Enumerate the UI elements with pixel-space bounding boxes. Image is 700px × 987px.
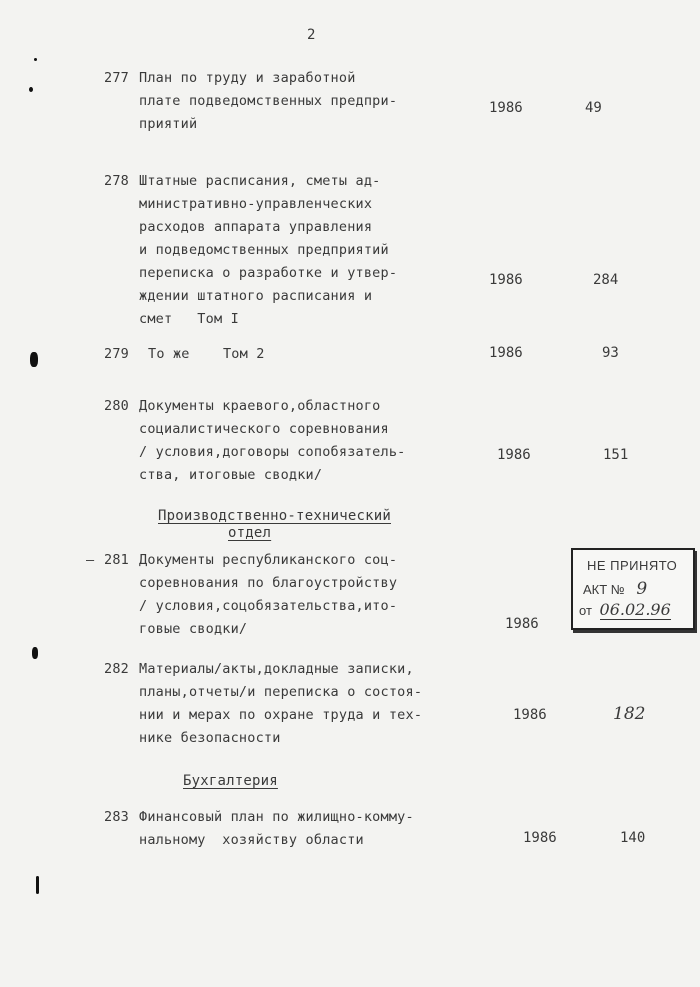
margin-mark xyxy=(34,58,37,61)
stamp-date-row xyxy=(579,600,671,619)
entry-pages: 93 xyxy=(602,345,619,361)
entry-line: приятий xyxy=(139,116,198,132)
entry-year: 1986 xyxy=(489,272,523,288)
entry-line: расходов аппарата управления xyxy=(139,219,373,235)
binder-hole-mark xyxy=(32,647,38,659)
entry-pages: 284 xyxy=(593,272,619,288)
entry-line: планы,отчеты/и переписка о состоя- xyxy=(139,684,423,700)
entry-line: Финансовый план по жилищно-комму- xyxy=(139,809,414,825)
rejection-stamp xyxy=(571,548,695,630)
entry-pages: 140 xyxy=(620,830,646,846)
entry-year: 1986 xyxy=(505,616,539,632)
entry-year: 1986 xyxy=(489,100,523,116)
entry-line: ждении штатного расписания и xyxy=(139,288,373,304)
entry-line: смет Том I xyxy=(139,311,239,327)
entry-line: Документы краевого,областного xyxy=(139,398,381,414)
margin-mark xyxy=(29,87,33,92)
stamp-from-label: от xyxy=(579,603,592,618)
entry-line: соревнования по благоустройству xyxy=(139,575,398,591)
entry-line: Штатные расписания, сметы ад- xyxy=(139,173,381,189)
entry-dash: — xyxy=(86,552,95,568)
page-number: 2 xyxy=(307,27,316,43)
entry-number: 279 xyxy=(104,346,129,362)
entry-line: План по труду и заработной xyxy=(139,70,356,86)
entry-pages: 151 xyxy=(603,447,629,463)
margin-mark xyxy=(36,876,39,894)
entry-line: Документы республиканского соц- xyxy=(139,552,398,568)
entry-year: 1986 xyxy=(497,447,531,463)
entry-line: ства, итоговые сводки/ xyxy=(139,467,323,483)
entry-line: / условия,соцобязательства,ито- xyxy=(139,598,398,614)
entry-line: Материалы/акты,докладные записки, xyxy=(139,661,414,677)
stamp-akt-row xyxy=(583,579,647,599)
stamp-akt-label: АКТ № xyxy=(583,582,625,597)
entry-pages: 49 xyxy=(585,100,602,116)
stamp-akt-number: 9 xyxy=(636,579,648,599)
entry-number: 278 xyxy=(104,173,129,189)
entry-line: министративно-управленческих xyxy=(139,196,373,212)
entry-line: социалистического соревнования xyxy=(139,421,389,437)
binder-hole-mark xyxy=(30,352,38,367)
entry-year: 1986 xyxy=(489,345,523,361)
stamp-date: 06.02.96 xyxy=(599,600,671,619)
section-heading-accounting: Бухгалтерия xyxy=(183,773,278,789)
entry-line: нике безопасности xyxy=(139,730,281,746)
entry-line: переписка о разработке и утвер- xyxy=(139,265,398,281)
entry-number: 281 xyxy=(104,552,129,568)
entry-pages-handwritten: 182 xyxy=(613,704,646,724)
entry-line: То же Том 2 xyxy=(148,346,265,362)
entry-line: нальному хозяйству области xyxy=(139,832,364,848)
entry-line: плате подведомственных предпри- xyxy=(139,93,398,109)
entry-number: 283 xyxy=(104,809,129,825)
entry-line: / условия,договоры сопобязатель- xyxy=(139,444,406,460)
entry-number: 282 xyxy=(104,661,129,677)
entry-number: 280 xyxy=(104,398,129,414)
entry-line: говые сводки/ xyxy=(139,621,248,637)
entry-number: 277 xyxy=(104,70,129,86)
section-heading-production: Производственно-технический xyxy=(158,508,391,524)
entry-year: 1986 xyxy=(523,830,557,846)
entry-line: нии и мерах по охране труда и тех- xyxy=(139,707,423,723)
stamp-title: НЕ ПРИНЯТО xyxy=(587,558,678,573)
section-heading-production: отдел xyxy=(228,525,272,541)
entry-line: и подведомственных предприятий xyxy=(139,242,389,258)
entry-year: 1986 xyxy=(513,707,547,723)
